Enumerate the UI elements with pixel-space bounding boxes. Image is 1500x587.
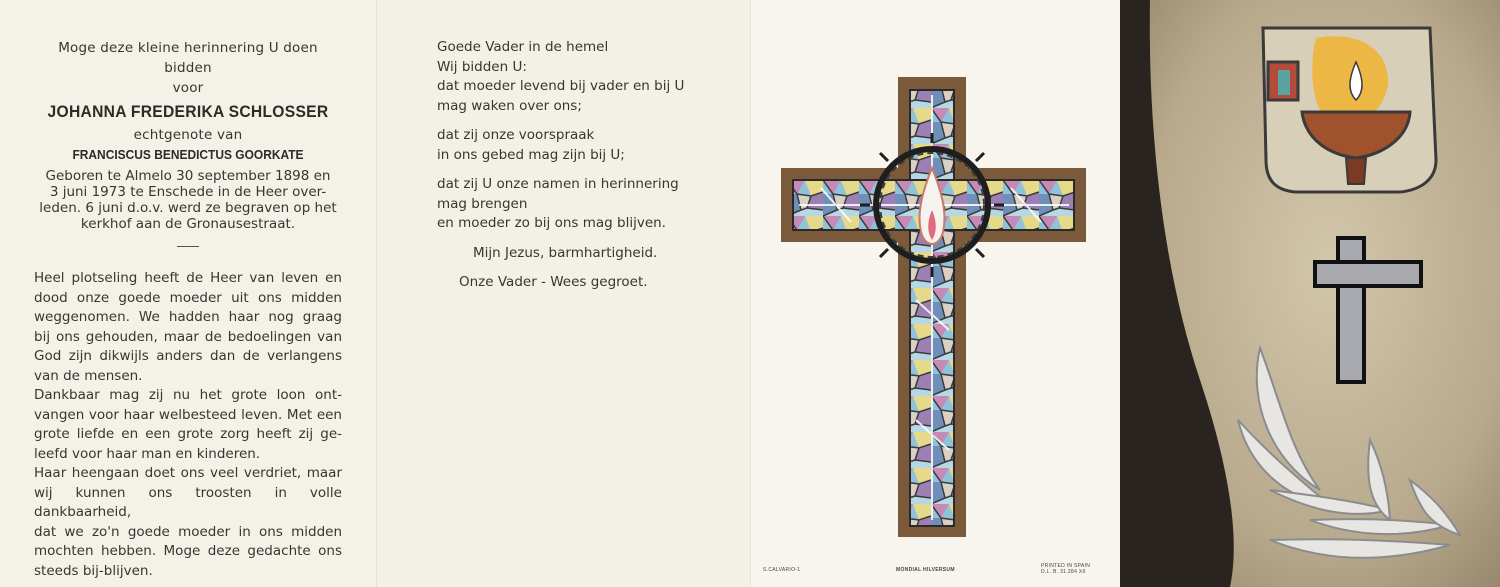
prayer-line: Goede Vader in de hemel xyxy=(437,39,609,55)
prayer-line: en moeder zo bij ons mag blijven. xyxy=(437,215,666,231)
prayer-panel xyxy=(376,0,750,587)
body-line: weggenomen. We hadden haar nog graag xyxy=(34,309,342,325)
body-line: leefd voor haar man en kinderen. xyxy=(34,445,261,462)
body-line: dat we zo'n goede moeder in ons midden xyxy=(34,523,342,540)
body-line: Haar heengaan doet ons veel verdriet, maar xyxy=(34,465,342,481)
card-code: S.CALVARIO-1 xyxy=(763,567,801,573)
divider xyxy=(177,246,199,247)
prayer-line: dat zij U onze namen in herinnering xyxy=(437,176,679,192)
prayer-stanza-2 xyxy=(437,126,714,165)
body-line: van de mensen. xyxy=(34,367,143,384)
prayer-stanza-3 xyxy=(437,175,714,234)
prayer-line: dat zij onze voorspraak xyxy=(437,127,595,143)
prayer-line: Wij bidden U: xyxy=(437,58,527,75)
closing-prayers: Onze Vader - Wees gegroet. xyxy=(459,274,648,290)
birth-line: kerkhof aan de Gronausestraat. xyxy=(80,216,296,232)
intro-line: Moge deze kleine herinnering U doen bidden xyxy=(58,40,318,76)
body-line: vangen voor haar welbesteed leven. Met een xyxy=(34,406,342,423)
memorial-text-panel xyxy=(0,0,376,587)
birth-line: Geboren te Almelo 30 september 1898 en xyxy=(45,168,331,184)
prayer-text xyxy=(437,38,714,293)
prayer-stanza-1 xyxy=(437,38,714,116)
body-line: bij ons gehouden, maar de bedoelingen van xyxy=(34,328,342,345)
prayer-line: dat moeder levend bij vader en bij U xyxy=(437,78,685,94)
printed-line: D.L. B. 31.284 XII xyxy=(1041,569,1086,575)
intro-for: voor xyxy=(172,80,204,96)
memorial-body xyxy=(34,269,342,581)
body-line: dood onze goede moeder uit ons midden xyxy=(34,289,342,306)
printed-line: PRINTED IN SPAIN xyxy=(1041,563,1091,569)
stone-artwork-icon xyxy=(1120,0,1500,587)
body-line: mochten hebben. Moge deze gedachte ons xyxy=(34,543,342,559)
publisher: MONDIAL HILVERSUM xyxy=(896,567,955,573)
body-line: Heel plotseling heeft de Heer van leven en xyxy=(34,270,342,286)
printed-info xyxy=(1041,563,1090,575)
body-line: grote liefde en een grote zorg heeft zij ge- xyxy=(34,426,342,442)
body-line: steeds bij-blijven. xyxy=(34,562,153,579)
prayer-line: in ons gebed mag zijn bij U; xyxy=(437,146,625,163)
body-line: Dankbaar mag zij nu het grote loon ont- xyxy=(34,387,342,403)
cross-image-panel xyxy=(750,0,1120,587)
spouse-label: echtgenote van xyxy=(133,127,243,143)
birth-line: leden. 6 juni d.o.v. werd ze begraven op het xyxy=(39,200,337,216)
deceased-name: JOHANNA FREDERIKA SCHLOSSER xyxy=(47,102,329,121)
body-line: wij kunnen ons troosten in volle dankbaarheid, xyxy=(34,484,342,520)
prayer-line: mag brengen xyxy=(437,195,528,212)
cover-artwork-panel xyxy=(1120,0,1500,587)
invocation: Mijn Jezus, barmhartigheid. xyxy=(473,244,658,261)
birth-line: 3 juni 1973 te Enschede in de Heer over- xyxy=(49,184,327,200)
spouse-name: FRANCISCUS BENEDICTUS GOORKATE xyxy=(72,147,304,162)
body-line: God zijn dikwijls anders dan de verlangens xyxy=(34,348,342,364)
birth-death-details xyxy=(34,168,342,232)
prayer-line: mag waken over ons; xyxy=(437,97,582,114)
stained-glass-cross-icon xyxy=(751,0,1121,587)
